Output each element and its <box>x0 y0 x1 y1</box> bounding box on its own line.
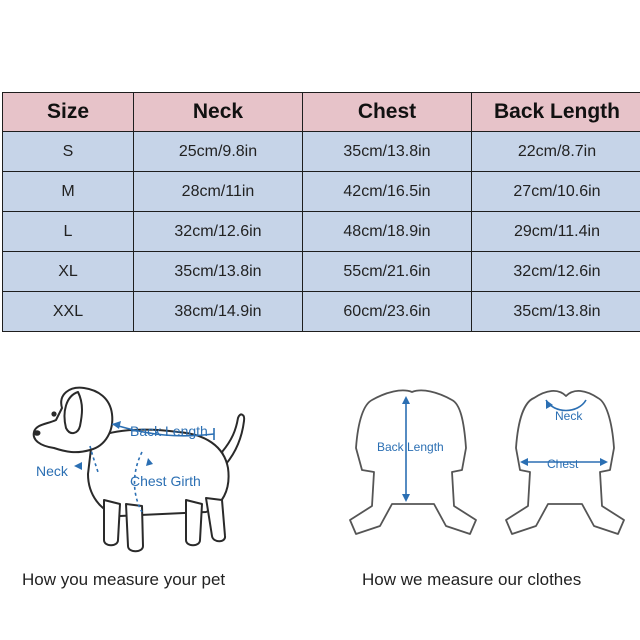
header-back-length: Back Length <box>472 93 640 132</box>
clothes-back-length-label: Back Length <box>377 440 444 454</box>
cell-back-length: 22cm/8.7in <box>472 132 640 172</box>
cell-size: S <box>3 132 134 172</box>
garment-back-view <box>350 390 476 534</box>
clothes-chest-label: Chest <box>547 457 579 471</box>
clothes-caption: How we measure our clothes <box>362 570 582 589</box>
cell-chest: 42cm/16.5in <box>303 172 472 212</box>
header-neck: Neck <box>134 93 303 132</box>
header-size: Size <box>3 93 134 132</box>
pet-caption: How you measure your pet <box>22 570 226 589</box>
cell-back-length: 27cm/10.6in <box>472 172 640 212</box>
cell-neck: 32cm/12.6in <box>134 212 303 252</box>
cell-neck: 25cm/9.8in <box>134 132 303 172</box>
cell-chest: 35cm/13.8in <box>303 132 472 172</box>
cell-chest: 60cm/23.6in <box>303 292 472 332</box>
cell-chest: 55cm/21.6in <box>303 252 472 292</box>
cell-back-length: 32cm/12.6in <box>472 252 640 292</box>
cell-back-length: 35cm/13.8in <box>472 292 640 332</box>
cell-size: XXL <box>3 292 134 332</box>
pet-chest-girth-label: Chest Girth <box>130 473 201 489</box>
pet-neck-label: Neck <box>36 463 68 479</box>
header-chest: Chest <box>303 93 472 132</box>
cell-neck: 38cm/14.9in <box>134 292 303 332</box>
pet-back-length-label: Back Length <box>130 423 208 439</box>
cell-chest: 48cm/18.9in <box>303 212 472 252</box>
cell-size: XL <box>3 252 134 292</box>
cell-back-length: 29cm/11.4in <box>472 212 640 252</box>
clothes-neck-label: Neck <box>555 409 583 423</box>
cell-size: L <box>3 212 134 252</box>
cell-neck: 28cm/11in <box>134 172 303 212</box>
cell-neck: 35cm/13.8in <box>134 252 303 292</box>
cell-size: M <box>3 172 134 212</box>
